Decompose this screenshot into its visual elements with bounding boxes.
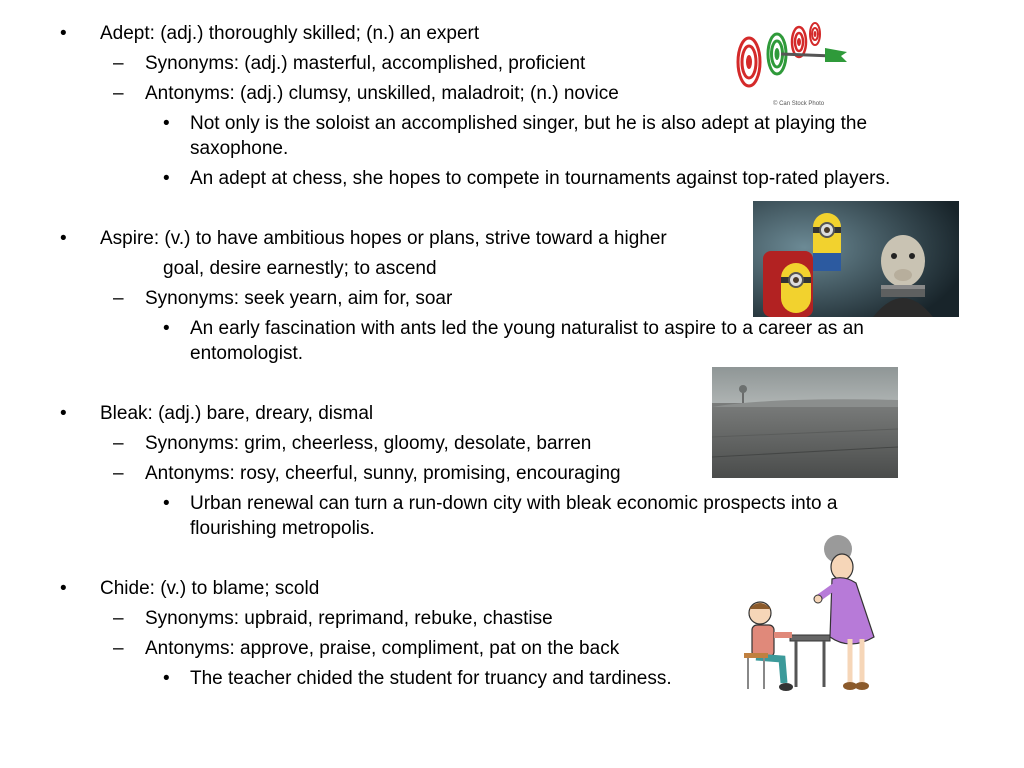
bullet-level3: • — [163, 318, 170, 339]
bleak-example1-line1: Urban renewal can turn a run-down city with bleak economic prospects into a — [190, 493, 838, 514]
bullet-level1: • — [60, 228, 67, 249]
bullet-level3: • — [163, 493, 170, 514]
bullet-level2: – — [113, 638, 124, 659]
bleak-antonyms: Antonyms: rosy, cheerful, sunny, promising, encouraging — [145, 463, 621, 484]
foggy-field-icon — [712, 367, 898, 478]
adept-example2: An adept at chess, she hopes to compete in tournaments against top-rated players. — [190, 168, 891, 189]
aspire-definition-line2: goal, desire earnestly; to ascend — [163, 258, 437, 279]
bullet-level1: • — [60, 578, 67, 599]
bullet-level2: – — [113, 288, 124, 309]
bullet-level1: • — [60, 23, 67, 44]
aspire-synonyms: Synonyms: seek yearn, aim for, soar — [145, 288, 453, 309]
chide-antonyms: Antonyms: approve, praise, compliment, pat on the back — [145, 638, 620, 659]
bullet-level3: • — [163, 668, 170, 689]
chide-example1: The teacher chided the student for truancy and tardiness. — [190, 668, 672, 689]
chide-synonyms: Synonyms: upbraid, reprimand, rebuke, chastise — [145, 608, 553, 629]
teacher-scolding-icon — [738, 527, 894, 699]
bullet-level3: • — [163, 113, 170, 134]
targets-dart-icon — [733, 18, 851, 110]
bullet-level2: – — [113, 463, 124, 484]
bullet-level2: – — [113, 433, 124, 454]
bullet-level2: – — [113, 83, 124, 104]
chide-teacher-image — [738, 527, 894, 699]
bullet-level1: • — [60, 403, 67, 424]
bullet-level2: – — [113, 53, 124, 74]
aspire-characters-image — [753, 201, 959, 317]
characters-scene-icon — [753, 201, 959, 317]
bullet-level3: • — [163, 168, 170, 189]
adept-synonyms: Synonyms: (adj.) masterful, accomplished, proficient — [145, 53, 586, 74]
adept-antonyms: Antonyms: (adj.) clumsy, unskilled, maladroit; (n.) novice — [145, 83, 619, 104]
aspire-definition-line1: Aspire: (v.) to have ambitious hopes or plans, strive toward a higher — [100, 228, 667, 249]
adept-example1-line1: Not only is the soloist an accomplished singer, but he is also adept at playing the — [190, 113, 868, 134]
bleak-definition: Bleak: (adj.) bare, dreary, dismal — [100, 403, 374, 424]
chide-definition: Chide: (v.) to blame; scold — [100, 578, 320, 599]
bleak-synonyms: Synonyms: grim, cheerless, gloomy, desolate, barren — [145, 433, 592, 454]
image-credit: © Can Stock Photo — [773, 101, 825, 107]
bleak-example1-line2: flourishing metropolis. — [190, 518, 375, 539]
adept-definition: Adept: (adj.) thoroughly skilled; (n.) an expert — [100, 23, 480, 44]
adept-example1-line2: saxophone. — [190, 138, 289, 159]
bleak-field-image — [712, 367, 898, 478]
aspire-example1-line2: entomologist. — [190, 343, 304, 364]
aspire-example1-line1: An early fascination with ants led the young naturalist to aspire to a career as an — [190, 318, 864, 339]
targets-dart-image — [733, 18, 851, 110]
bullet-level2: – — [113, 608, 124, 629]
